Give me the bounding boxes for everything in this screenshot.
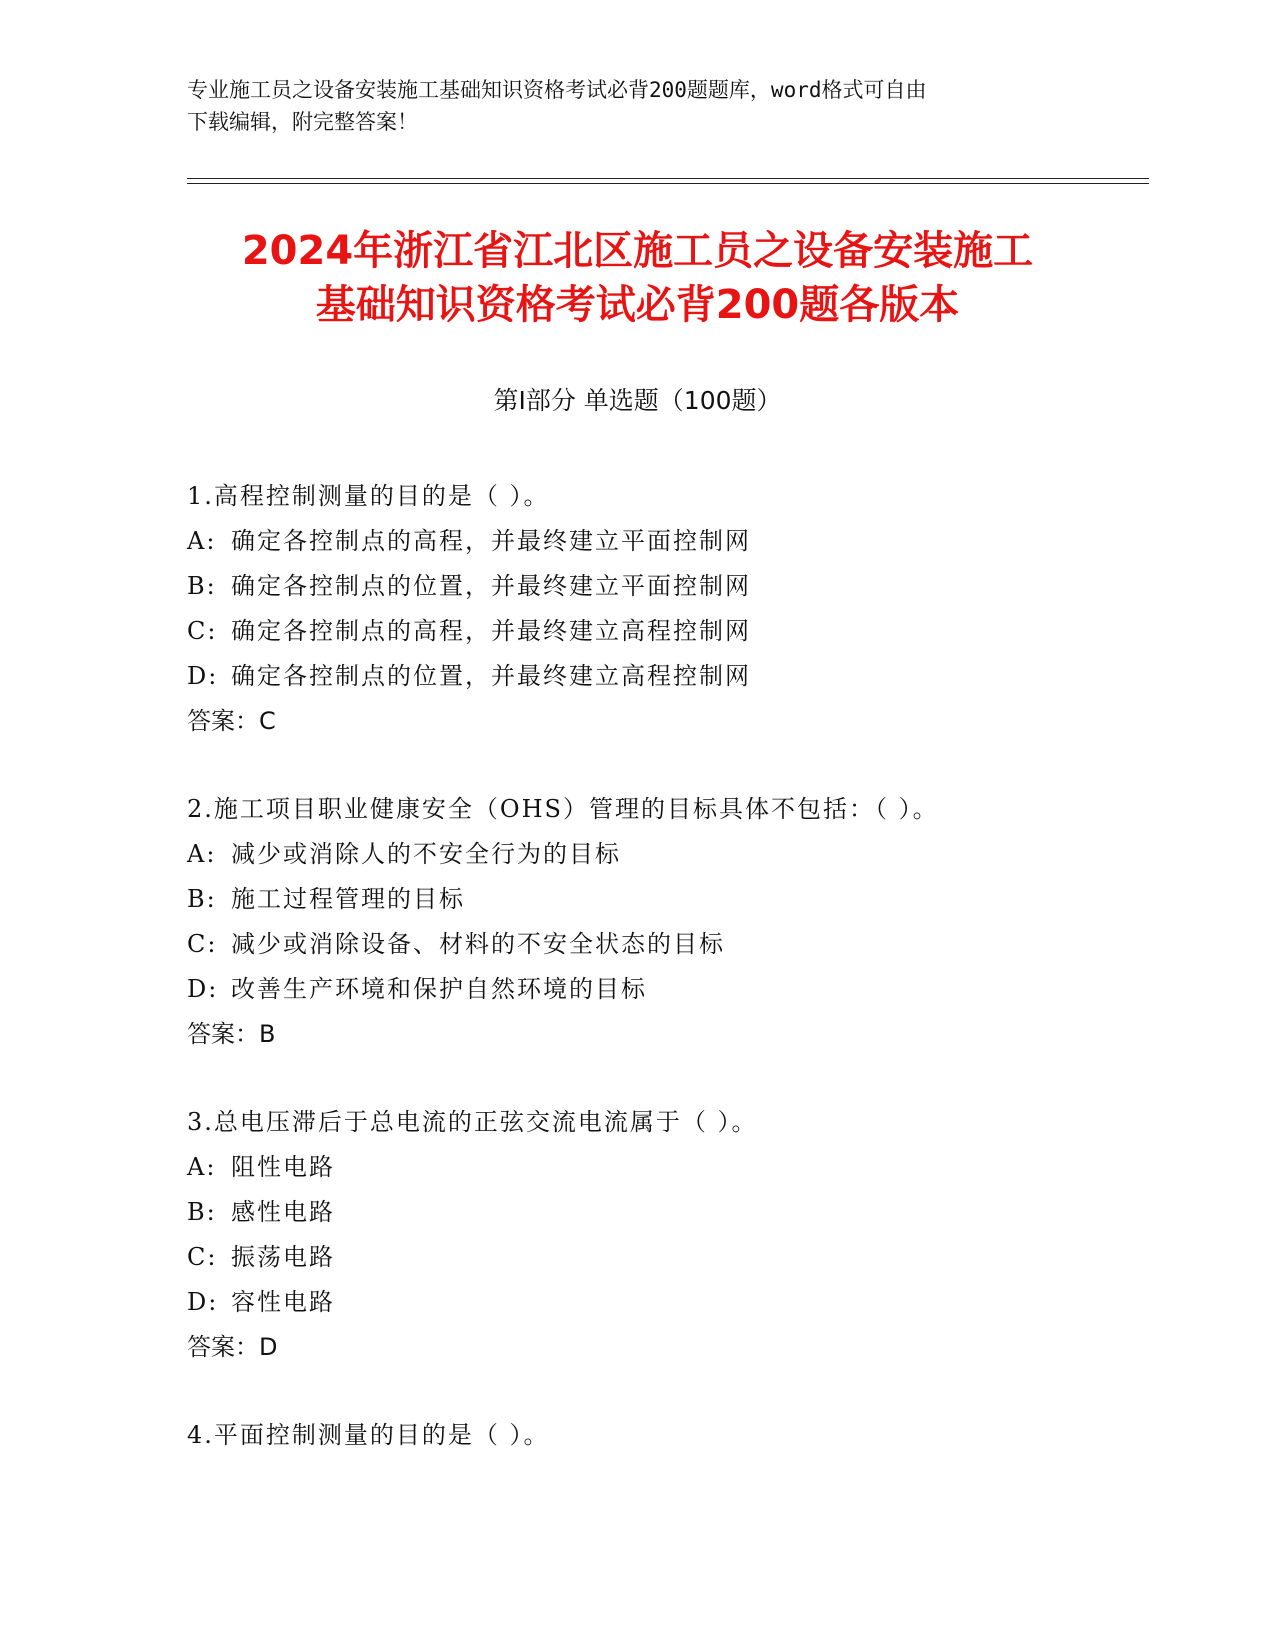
option-a [187, 1145, 1147, 1190]
option-prefix: D: [187, 975, 219, 1003]
question-stem: 3.总电压滞后于总电流的正弦交流电流属于（ ）。 [187, 1108, 758, 1136]
document-title [0, 224, 1275, 332]
option-b [187, 1190, 1147, 1235]
option-text: 容性电路 [231, 1288, 335, 1316]
option-prefix: A: [187, 527, 217, 555]
question-list [187, 474, 1147, 1501]
option-text: 振荡电路 [231, 1243, 335, 1271]
header-divider-bottom [187, 183, 1149, 184]
option-d [187, 1280, 1147, 1325]
option-text: 确定各控制点的高程，并最终建立高程控制网 [231, 617, 751, 645]
option-text: 改善生产环境和保护自然环境的目标 [231, 975, 647, 1003]
header-note-line-2: 下载编辑，附完整答案！ [187, 110, 418, 134]
question-1 [187, 474, 1147, 744]
question-2 [187, 787, 1147, 1057]
option-prefix: C: [187, 617, 218, 645]
option-text: 减少或消除设备、材料的不安全状态的目标 [231, 930, 725, 958]
option-prefix: A: [187, 1153, 217, 1181]
header-note-line-1: 专业施工员之设备安装施工基础知识资格考试必背200题题库，word格式可自由 [187, 78, 927, 102]
answer: 答案：D [187, 1333, 278, 1361]
option-prefix: B: [187, 885, 217, 913]
document-title-line-2: 基础知识资格考试必背200题各版本 [315, 282, 960, 328]
option-text: 确定各控制点的高程，并最终建立平面控制网 [231, 527, 751, 555]
question-3 [187, 1100, 1147, 1370]
answer: 答案：C [187, 707, 276, 735]
option-prefix: B: [187, 1198, 217, 1226]
section-title: 第Ⅰ部分 单选题（100题） [493, 386, 782, 415]
option-prefix: B: [187, 572, 217, 600]
option-c [187, 1235, 1147, 1280]
document-title-line-1: 2024年浙江省江北区施工员之设备安装施工 [241, 228, 1034, 274]
option-text: 确定各控制点的位置，并最终建立高程控制网 [231, 662, 751, 690]
option-prefix: A: [187, 840, 217, 868]
option-text: 感性电路 [231, 1198, 335, 1226]
header-divider-top [187, 178, 1149, 179]
question-stem: 4.平面控制测量的目的是（ ）。 [187, 1421, 550, 1449]
option-c [187, 609, 1147, 654]
answer: 答案：B [187, 1020, 276, 1048]
option-text: 阻性电路 [231, 1153, 335, 1181]
option-b [187, 564, 1147, 609]
option-text: 施工过程管理的目标 [231, 885, 465, 913]
option-prefix: D: [187, 662, 219, 690]
option-b [187, 877, 1147, 922]
option-prefix: C: [187, 1243, 218, 1271]
header-note [187, 74, 1087, 138]
question-stem: 2.施工项目职业健康安全（OHS）管理的目标具体不包括：（ ）。 [187, 795, 939, 823]
option-prefix: C: [187, 930, 218, 958]
question-4 [187, 1413, 1147, 1458]
option-a [187, 519, 1147, 564]
option-a [187, 832, 1147, 877]
option-d [187, 967, 1147, 1012]
option-c [187, 922, 1147, 967]
option-d [187, 654, 1147, 699]
option-text: 确定各控制点的位置，并最终建立平面控制网 [231, 572, 751, 600]
option-text: 减少或消除人的不安全行为的目标 [231, 840, 621, 868]
option-prefix: D: [187, 1288, 219, 1316]
question-stem: 1.高程控制测量的目的是（ ）。 [187, 482, 550, 510]
